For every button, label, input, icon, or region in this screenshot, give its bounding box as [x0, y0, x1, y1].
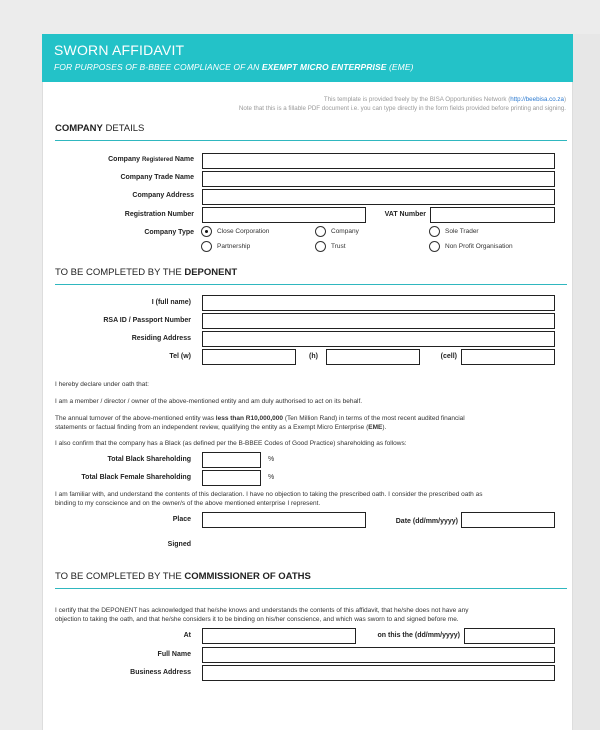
declaration-turnover: The annual turnover of the above-mentioned entity was less than R10,000,000 (Ten Million Rand) in terms of the most recent audited financial statements or factual finding from an independent review, qualifying the entity as a Exempt Micro Enterprise (EME).	[55, 415, 465, 431]
company-details-heading: COMPANY DETAILS	[55, 123, 567, 141]
residing-address-field[interactable]	[202, 331, 555, 347]
commissioner-name-label: Full Name	[157, 651, 191, 658]
form-subtitle: FOR PURPOSES OF B-BBEE COMPLIANCE OF AN EXEMPT MICRO ENTERPRISE (EME)	[54, 62, 414, 72]
commissioner-name-field[interactable]	[202, 647, 555, 663]
date-label: Date (dd/mm/yyyy)	[395, 518, 458, 525]
vat-number-label: VAT Number	[384, 211, 426, 218]
registration-number-field[interactable]	[202, 207, 366, 223]
signed-label: Signed	[167, 541, 191, 548]
black-female-shareholding-label: Total Black Female Shareholding	[81, 474, 191, 481]
source-link[interactable]: http://beebisa.co.za	[510, 96, 564, 103]
place-label: Place	[172, 516, 191, 523]
deponent-heading: TO BE COMPLETED BY THE DEPONENT	[55, 267, 567, 285]
registration-number-label: Registration Number	[124, 211, 194, 218]
date-field[interactable]	[461, 512, 555, 528]
company-address-label: Company Address	[132, 192, 194, 199]
cell-field[interactable]	[461, 349, 555, 365]
declaration-authority: I am a member / director / owner of the above-mentioned entity and am duly authorised to act on its behalf.	[55, 398, 363, 405]
option-company: Company	[331, 228, 359, 235]
full-name-label: I (full name)	[151, 299, 191, 306]
business-address-field[interactable]	[202, 665, 555, 681]
place-field[interactable]	[202, 512, 366, 528]
radio-partnership[interactable]	[201, 241, 212, 252]
radio-company[interactable]	[315, 226, 326, 237]
declaration-intro: I hereby declare under oath that:	[55, 381, 149, 388]
black-percent-sign: %	[268, 456, 275, 463]
fillable-notice: Note that this is a fillable PDF document i.e. you can type directly in the form fields provided before printing and signing.	[238, 105, 566, 112]
at-field[interactable]	[202, 628, 356, 644]
commissioner-certification: I certify that the DEPONENT has acknowledged that he/she knows and understands the contents of this affidavit, that he/she does not have any objection to taking the oath, and that he/she considers it to be binding on his/her conscience, and which was sworn to and signed before me.	[55, 607, 469, 623]
radio-trust[interactable]	[315, 241, 326, 252]
radio-non-profit[interactable]	[429, 241, 440, 252]
vat-number-field[interactable]	[430, 207, 555, 223]
tel-home-label: (h)	[309, 353, 318, 360]
company-address-field[interactable]	[202, 189, 555, 205]
radio-sole-trader[interactable]	[429, 226, 440, 237]
oath-acknowledgement: I am familiar with, and understand the contents of this declaration. I have no objection to taking the prescribed oath. I consider the prescribed oath as binding to my conscience and on the owner/s of the above mentioned enterprise I represent.	[55, 491, 483, 507]
id-passport-field[interactable]	[202, 313, 555, 329]
business-address-label: Business Address	[130, 669, 191, 676]
cell-label: (cell)	[440, 353, 457, 360]
tel-home-field[interactable]	[326, 349, 420, 365]
black-female-shareholding-field[interactable]	[202, 470, 261, 486]
tel-work-label: Tel (w)	[169, 353, 191, 360]
page-margin	[573, 34, 600, 730]
registered-name-label: Company Registered Name	[108, 156, 194, 163]
tel-work-field[interactable]	[202, 349, 296, 365]
radio-close-corporation[interactable]	[201, 226, 212, 237]
template-notice: This template is provided freely by the BISA Opportunities Network (http://beebisa.co.za)	[323, 96, 566, 103]
trade-name-label: Company Trade Name	[120, 174, 194, 181]
trade-name-field[interactable]	[202, 171, 555, 187]
form-title: SWORN AFFIDAVIT	[54, 42, 185, 58]
option-non-profit: Non Profit Organisation	[445, 243, 513, 250]
deponent-full-name-field[interactable]	[202, 295, 555, 311]
at-label: At	[183, 632, 191, 639]
commissioner-date-field[interactable]	[464, 628, 555, 644]
declaration-shareholding: I also confirm that the company has a Black (as defined per the B-BBEE Codes of Good Practice) shareholding as follows:	[55, 440, 407, 447]
option-sole-trader: Sole Trader	[445, 228, 479, 235]
residing-address-label: Residing Address	[131, 335, 191, 342]
company-type-label: Company Type	[144, 229, 194, 236]
commissioner-heading: TO BE COMPLETED BY THE COMMISSIONER OF OATHS	[55, 571, 567, 589]
header-banner	[42, 34, 573, 82]
female-percent-sign: %	[268, 474, 275, 481]
black-shareholding-field[interactable]	[202, 452, 261, 468]
black-shareholding-label: Total Black Shareholding	[107, 456, 191, 463]
option-trust: Trust	[331, 243, 346, 250]
commissioner-date-label: on this the (dd/mm/yyyy)	[377, 632, 460, 639]
option-partnership: Partnership	[217, 243, 251, 250]
id-passport-label: RSA ID / Passport Number	[103, 317, 191, 324]
option-close-corporation: Close Corporation	[217, 228, 270, 235]
registered-name-field[interactable]	[202, 153, 555, 169]
